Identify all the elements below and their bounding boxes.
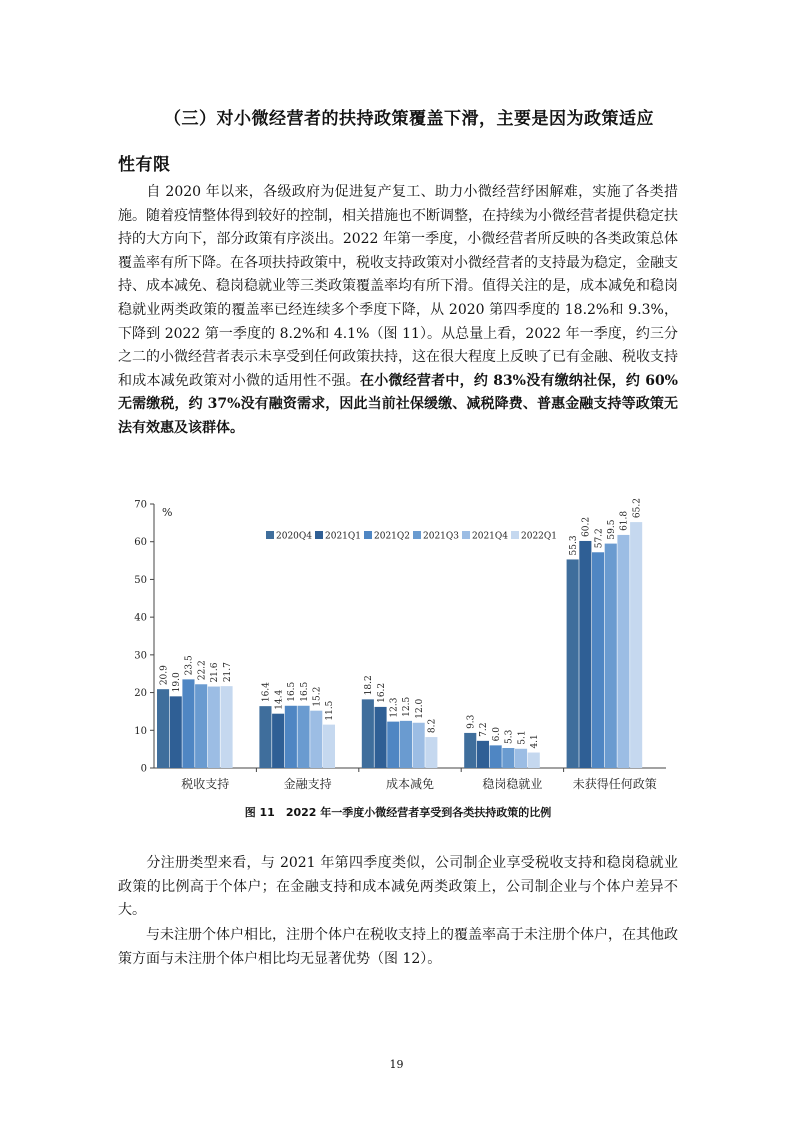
- section-heading-line1: （三）对小微经营者的扶持政策覆盖下滑，主要是因为政策适应: [164, 109, 654, 129]
- bar: [285, 706, 297, 768]
- bar-value-label: 4.1: [530, 734, 541, 749]
- bar: [567, 559, 579, 768]
- policy-coverage-bar-chart: [118, 490, 678, 810]
- bar-value-label: 60.2: [581, 516, 592, 537]
- bar: [528, 753, 540, 768]
- bar: [272, 714, 284, 768]
- bar-value-label: 6.0: [491, 727, 502, 742]
- legend-swatch: [315, 531, 323, 539]
- category-label: 税收支持: [181, 777, 230, 791]
- bar: [298, 706, 310, 768]
- bar: [617, 535, 629, 768]
- bar: [362, 699, 374, 768]
- bar: [515, 749, 527, 768]
- bar: [259, 706, 271, 768]
- bar-value-label: 9.3: [466, 714, 477, 729]
- y-tick-label: 40: [134, 612, 147, 624]
- bar: [425, 737, 437, 768]
- category-label: 成本减免: [385, 777, 435, 791]
- bar: [221, 686, 233, 768]
- bar: [387, 722, 399, 768]
- legend-swatch: [266, 531, 274, 539]
- paragraph-1: [118, 181, 678, 441]
- bar-value-label: 57.2: [594, 528, 605, 549]
- legend-label: 2021Q1: [325, 531, 362, 542]
- legend-swatch: [462, 531, 470, 539]
- legend-label: 2021Q2: [374, 531, 411, 542]
- y-tick-label: 60: [134, 537, 147, 549]
- bar: [182, 679, 194, 768]
- legend-swatch: [511, 531, 519, 539]
- paragraph-1-text: 自 2020 年以来，各级政府为促进复产复工、助力小微经营纾困解难，实施了各类措施。随着疫情整体得到较好的控制，相关措施也不断调整，在持续为小微经营者提供稳定扶持的大方向下，部分政策有序淡出。2022 年第一季度，小微经营者所反映的各类政策总体覆盖率有所下降。在各项扶持政策中，税收支持政策对小微经营者的支持最为稳定，金融支持、成本减免、稳岗稳就业等三类政策覆盖率均有所下滑。值得关注的是，成本减免和稳岗稳就业两类政策的覆盖率已经连续多个季度下降，从 2020 第四季度的 18.2%和 9.3%，下降到 2022 第一季度的 8.2%和 4.1%（图 11）。从总量上看，2022 年一季度，约三分之二的小微经营者表示未享受到任何政策扶持，这在很大程度上反映了已有金融、税收支持和成本减免政策对小微的适用性不强。: [118, 184, 678, 389]
- y-axis-label: %: [162, 506, 173, 519]
- legend-swatch: [364, 531, 372, 539]
- bar-value-label: 61.8: [619, 510, 630, 531]
- bar: [630, 522, 642, 768]
- legend-label: 2021Q4: [472, 531, 509, 542]
- bar-value-label: 21.6: [210, 662, 221, 683]
- bar-value-label: 55.3: [568, 535, 579, 556]
- bar: [605, 544, 617, 768]
- bar: [579, 541, 591, 768]
- bar-value-label: 23.5: [184, 655, 195, 676]
- bar: [208, 687, 220, 768]
- y-tick-label: 0: [140, 763, 147, 775]
- bar: [413, 723, 425, 768]
- legend-swatch: [413, 531, 421, 539]
- category-label: 未获得任何政策: [572, 777, 657, 791]
- paragraph-1-bold: 在小微经营者中，约 83%没有缴纳社保，约 60%无需缴税，约 37%没有融资需求，因此当前社保缓缴、减税降费、普惠金融支持等政策无法有效惠及该群体。: [118, 372, 678, 436]
- y-tick-label: 50: [134, 574, 147, 586]
- bar-value-label: 19.0: [172, 672, 183, 693]
- category-label: 稳岗稳就业: [482, 777, 543, 791]
- y-tick-label: 20: [134, 688, 147, 700]
- bar: [477, 741, 489, 768]
- bar-value-label: 14.4: [274, 689, 285, 710]
- paragraph-3: [118, 924, 678, 971]
- bar: [400, 721, 412, 768]
- bar-value-label: 12.5: [402, 696, 413, 717]
- bar: [502, 748, 514, 768]
- legend-label: 2020Q4: [276, 531, 313, 542]
- bar-value-label: 7.2: [479, 722, 490, 737]
- y-tick-label: 70: [134, 499, 147, 511]
- bar-value-label: 12.0: [414, 698, 425, 719]
- bar: [195, 684, 207, 768]
- y-tick-label: 30: [134, 650, 147, 662]
- bar-value-label: 8.2: [427, 718, 438, 734]
- bar-value-label: 16.5: [299, 681, 310, 702]
- y-tick-label: 10: [134, 725, 147, 737]
- bar-value-label: 18.2: [364, 675, 375, 696]
- bar-value-label: 5.3: [504, 729, 515, 745]
- legend-label: 2022Q1: [521, 531, 558, 542]
- bar-value-label: 11.5: [325, 700, 336, 721]
- bar: [170, 696, 182, 768]
- bar-value-label: 5.1: [517, 730, 528, 745]
- bar-value-label: 16.5: [287, 681, 298, 702]
- paragraph-2-text: 分注册类型来看，与 2021 年第四季度类似，公司制企业享受税收支持和稳岗稳就业政策的比例高于个体户；在金融支持和成本减免两类政策上，公司制企业与个体户差异不大。: [118, 855, 678, 919]
- bar-value-label: 12.3: [389, 697, 400, 718]
- category-label: 金融支持: [283, 777, 332, 791]
- bar-value-label: 16.4: [261, 682, 272, 703]
- bar: [157, 689, 169, 768]
- bar-value-label: 22.2: [197, 660, 208, 681]
- bar: [490, 745, 502, 768]
- bar: [464, 733, 476, 768]
- bar-value-label: 16.2: [376, 682, 387, 703]
- bar: [592, 552, 604, 768]
- page-number: 19: [389, 1058, 404, 1071]
- paragraph-3-text: 与未注册个体户相比，注册个体户在税收支持上的覆盖率高于未注册个体户，在其他政策方面与未注册个体户相比均无显著优势（图 12）。: [118, 927, 678, 967]
- bar: [323, 725, 335, 768]
- bar-value-label: 20.9: [159, 665, 170, 686]
- bar-value-label: 59.5: [607, 519, 618, 540]
- bar-value-label: 21.7: [222, 662, 233, 683]
- legend-label: 2021Q3: [423, 531, 460, 542]
- section-heading-line2: 性有限: [118, 155, 171, 175]
- paragraph-2: [118, 852, 678, 923]
- bar-value-label: 65.2: [632, 498, 643, 519]
- figure-caption: 图 11 2022 年一季度小微经营者享受到各类扶持政策的比例: [244, 806, 552, 819]
- bar: [310, 711, 322, 768]
- bar: [375, 707, 387, 768]
- bar-value-label: 15.2: [312, 686, 323, 707]
